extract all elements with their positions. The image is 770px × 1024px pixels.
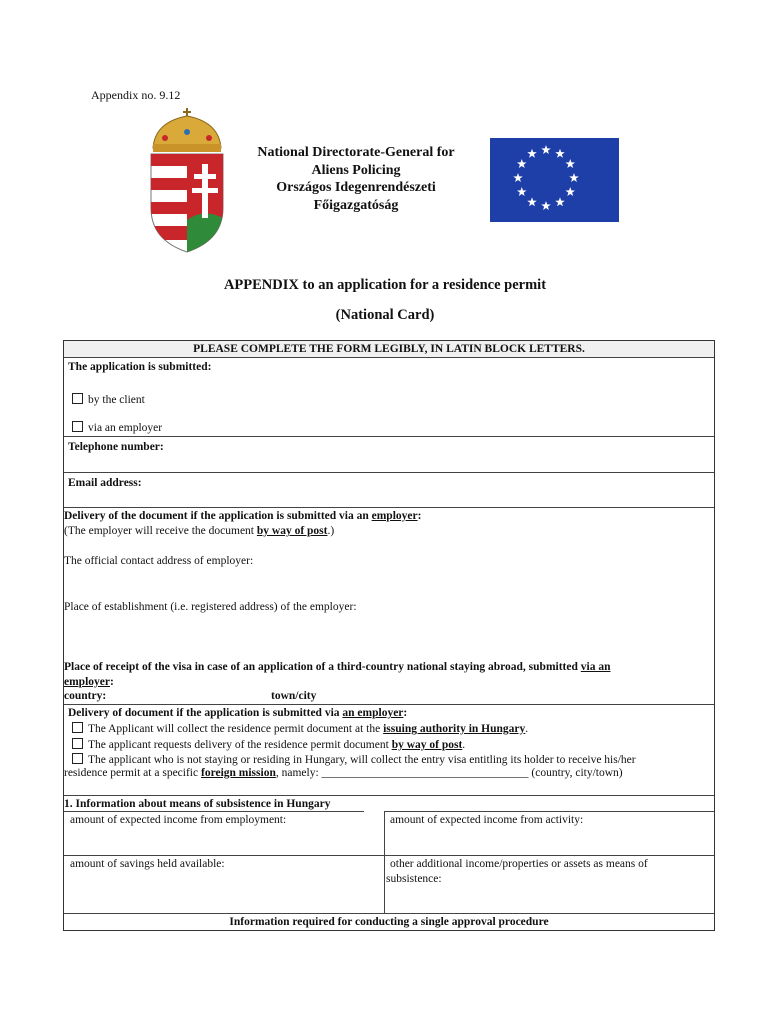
delivery2-label [68,707,407,719]
checkbox-by-post[interactable] [72,738,83,749]
form-instruction: PLEASE COMPLETE THE FORM LEGIBLY, IN LATIN BLOCK LETTERS. [193,343,585,355]
hungarian-coat-of-arms-icon [145,108,229,254]
eu-flag-icon [490,138,619,222]
foreign-mission-text: residence permit at a specific [64,767,201,779]
delivery-employer-colon: : [417,510,422,522]
income-employment-label: amount of expected income from employment: [70,814,287,826]
telephone-label: Telephone number: [68,441,164,453]
delivery2-option-1-underline: issuing authority in Hungary [383,723,526,735]
visa-receipt-line2 [64,676,114,688]
delivery2-underline: an employer [342,707,404,719]
delivery2-option-1-end: . [525,723,529,735]
application-form [63,340,715,931]
checkbox-issuing-authority[interactable] [72,722,83,733]
appendix-number: Appendix no. 9.12 [91,88,181,102]
agency-line-3: Országos Idegenrendészeti [276,180,436,195]
delivery2-option-2[interactable] [72,738,465,751]
delivery-employer-line1 [64,510,421,522]
delivery2-option-3-line2 [64,767,623,779]
delivery2-option-2-end: . [462,739,466,751]
income-activity-label: amount of expected income from activity: [390,814,584,826]
single-approval-heading: Information required for conducting a single approval procedure [229,916,549,928]
checkbox-by-client[interactable] [72,393,83,404]
delivery-employer-underline: employer [371,510,418,522]
other-income-line1: other additional income/properties or assets as means of [390,858,648,870]
visa-receipt-line1 [64,661,610,673]
option-by-client-label: by the client [88,394,145,406]
delivery2-option-3-text: The applicant who is not staying or residing in Hungary, will collect the entry visa entitling its holder to receive his/her [88,754,636,766]
visa-town-label: town/city [271,690,317,702]
foreign-mission-underline: foreign mission [200,767,276,779]
agency-line-4: Főigazgatóság [313,197,399,213]
foreign-mission-blank: , namely: ____________________________________ (country, city/town) [275,767,623,779]
delivery-note-underline: by way of post [256,525,328,537]
delivery-employer-text: Delivery of the document if the application is submitted via an [64,510,372,522]
option-via-employer[interactable] [72,421,162,434]
checkbox-foreign-mission[interactable] [72,753,83,764]
checkbox-via-employer[interactable] [72,421,83,432]
delivery-note-text: (The employer will receive the document [64,525,257,537]
delivery2-option-1-text: The Applicant will collect the residence permit document at the [88,723,384,735]
delivery2-option-3[interactable] [72,753,636,766]
delivery2-option-2-text: The applicant requests delivery of the residence permit document [88,739,392,751]
agency-name [236,144,476,214]
email-label: Email address: [68,477,142,489]
visa-employer-underline: employer [64,676,110,688]
page-title: APPENDIX to an application for a residence permit [223,277,547,293]
delivery2-text: Delivery of document if the application is submitted via [68,707,343,719]
option-via-employer-label: via an employer [88,422,163,434]
other-income-line2: subsistence: [386,873,442,885]
submitted-label: The application is submitted: [68,361,212,373]
delivery-employer-line2 [64,525,334,537]
visa-receipt-underline: via an [580,661,611,673]
employer-contact-address-label: The official contact address of employer: [64,555,254,567]
agency-line-2: Aliens Policing [311,162,401,178]
delivery2-colon: : [403,707,408,719]
visa-receipt-text: Place of receipt of the visa in case of an application of a third-country national staying abroad, submitted [64,661,581,673]
delivery-note-end: .) [327,525,335,537]
subsistence-heading: 1. Information about means of subsistence in Hungary [64,798,331,810]
delivery2-option-2-underline: by way of post [391,739,463,751]
visa-employer-colon: : [109,676,114,688]
option-by-client[interactable] [72,393,145,406]
delivery2-option-1[interactable] [72,722,528,735]
savings-label: amount of savings held available: [70,858,225,870]
visa-country-label: country: [64,690,107,702]
agency-line-1: National Directorate-General for [257,145,455,160]
page-subtitle: (National Card) [335,307,435,323]
employer-establishment-label: Place of establishment (i.e. registered address) of the employer: [64,601,357,613]
